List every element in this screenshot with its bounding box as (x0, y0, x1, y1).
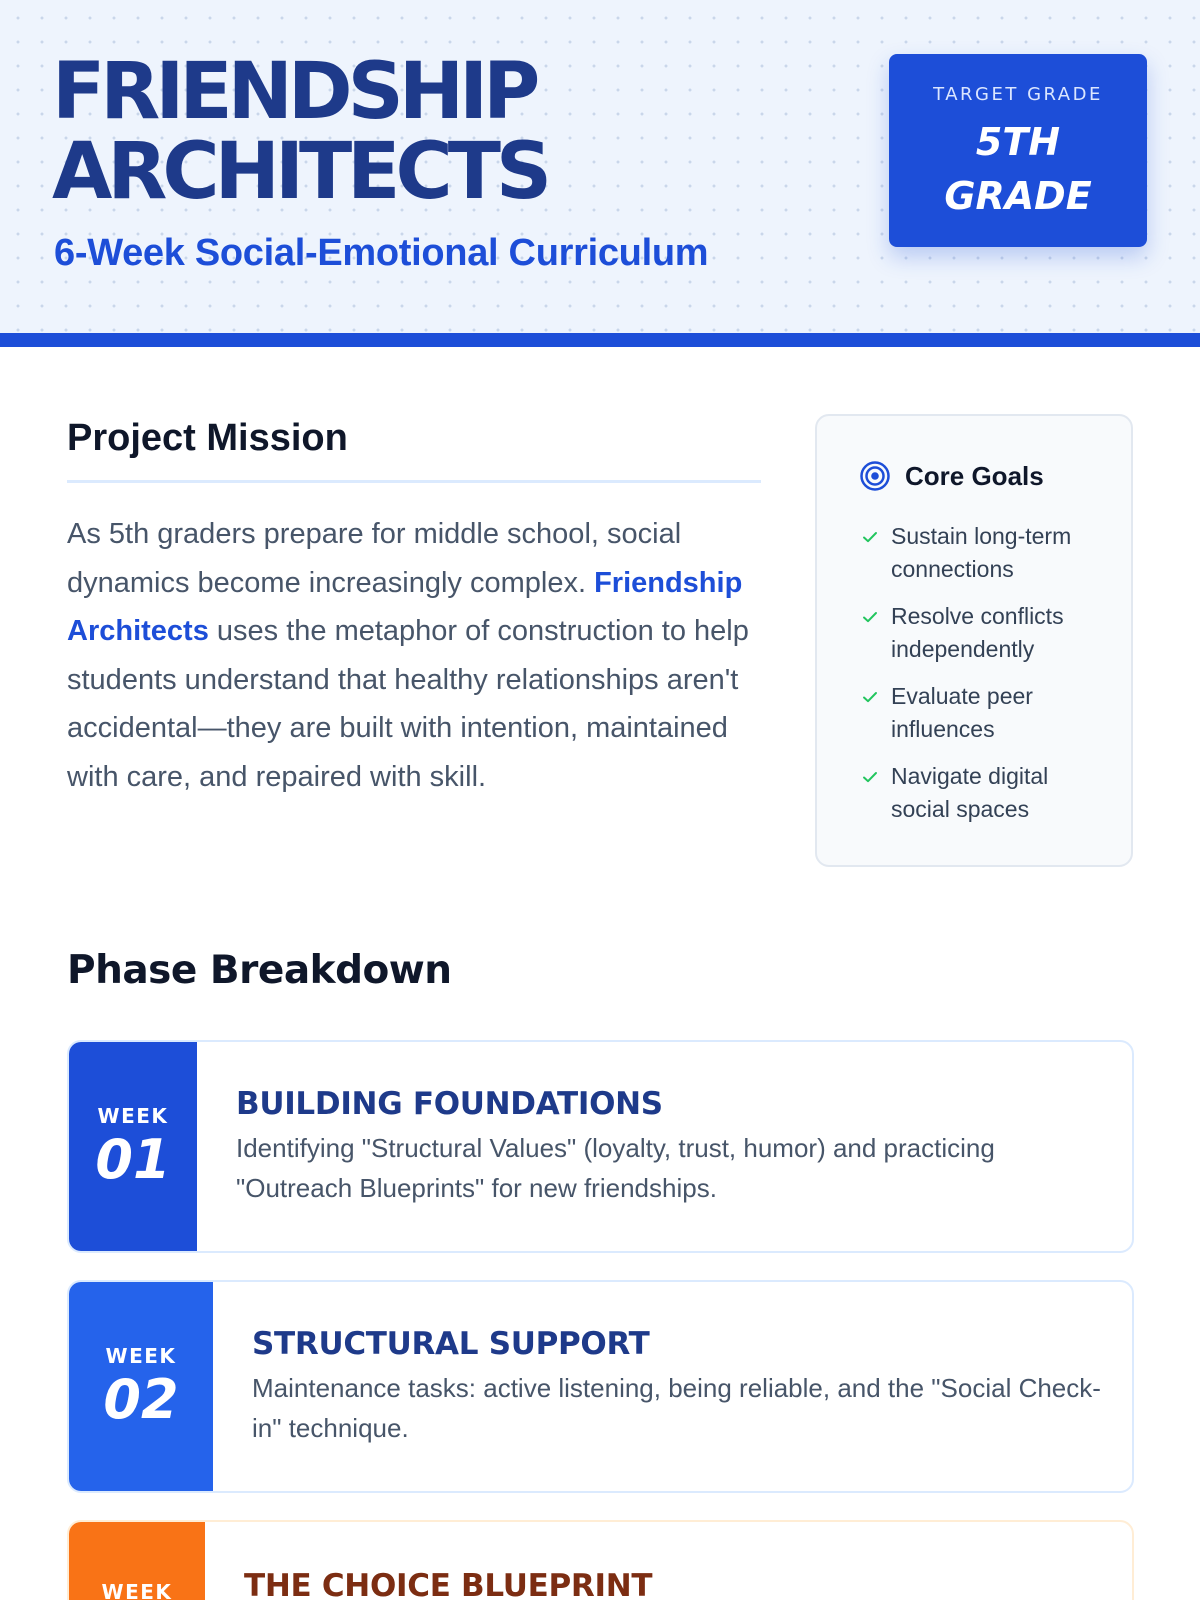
check-icon (861, 528, 879, 546)
header (0, 0, 1200, 333)
check-icon (861, 768, 879, 786)
mission-text-after: uses the metaphor of construction to help students understand that healthy relationships aren't accidental—they are built with intention, maintained with care, and repaired with skill. (67, 615, 749, 793)
phase-description: Identifying "Structural Values" (loyalty, trust, humor) and practicing "Outreach Blueprints" for new friendships. (236, 1133, 995, 1203)
check-icon (861, 608, 879, 626)
week-label: WEEK (97, 1103, 169, 1128)
phase-body (236, 1042, 1102, 1208)
phase-card-week-03 (67, 1520, 1134, 1600)
mission-divider (67, 480, 761, 483)
header-divider (0, 333, 1200, 347)
mission-text (67, 510, 767, 801)
grade-line-1: 5TH (975, 120, 1061, 164)
grade-line-2: GRADE (944, 174, 1092, 218)
goal-item (861, 680, 1091, 746)
phase-card-week-01 (67, 1040, 1134, 1253)
mission-highlight: Friendship Architects (67, 566, 743, 647)
phase-description: Maintenance tasks: active listening, being reliable, and the "Social Check-in" technique. (252, 1373, 1101, 1443)
week-number: 01 (95, 1127, 171, 1191)
target-grade-value (889, 115, 1147, 223)
week-label: WEEK (101, 1580, 173, 1600)
phase-body (252, 1282, 1102, 1448)
core-goals-header (859, 460, 1044, 492)
phase-week-band (69, 1522, 205, 1600)
phase-title: BUILDING FOUNDATIONS (236, 1086, 663, 1122)
phase-card-week-02 (67, 1280, 1134, 1493)
target-icon (859, 460, 891, 492)
phase-breakdown-heading: Phase Breakdown (67, 948, 452, 993)
mission-text-before: As 5th graders prepare for middle school, social dynamics become increasingly complex. (67, 518, 682, 599)
mission-heading: Project Mission (67, 417, 348, 459)
goal-label: Evaluate peer influences (891, 683, 1033, 742)
target-grade-card (889, 54, 1147, 247)
week-number: 02 (103, 1367, 179, 1431)
phase-title: STRUCTURAL SUPPORT (252, 1326, 650, 1362)
phase-week-band (69, 1042, 197, 1251)
week-label: WEEK (105, 1343, 177, 1368)
goal-label: Resolve conflicts independently (891, 603, 1064, 662)
core-goals-title: Core Goals (905, 460, 1044, 491)
phase-title: THE CHOICE BLUEPRINT (244, 1568, 653, 1600)
page-title (52, 47, 548, 217)
check-icon (861, 688, 879, 706)
goal-item (861, 760, 1091, 826)
phase-week-band (69, 1282, 213, 1491)
goal-label: Sustain long-term connections (891, 523, 1072, 582)
target-grade-label: TARGET GRADE (933, 84, 1103, 105)
title-line-1: FRIENDSHIP (52, 47, 536, 137)
goal-label: Navigate digital social spaces (891, 763, 1049, 822)
goal-item (861, 600, 1091, 666)
goal-item (861, 520, 1091, 586)
phase-body (244, 1522, 1102, 1600)
title-line-2: ARCHITECTS (52, 127, 548, 217)
core-goals-card (815, 414, 1133, 867)
page-subtitle: 6-Week Social-Emotional Curriculum (54, 232, 709, 274)
